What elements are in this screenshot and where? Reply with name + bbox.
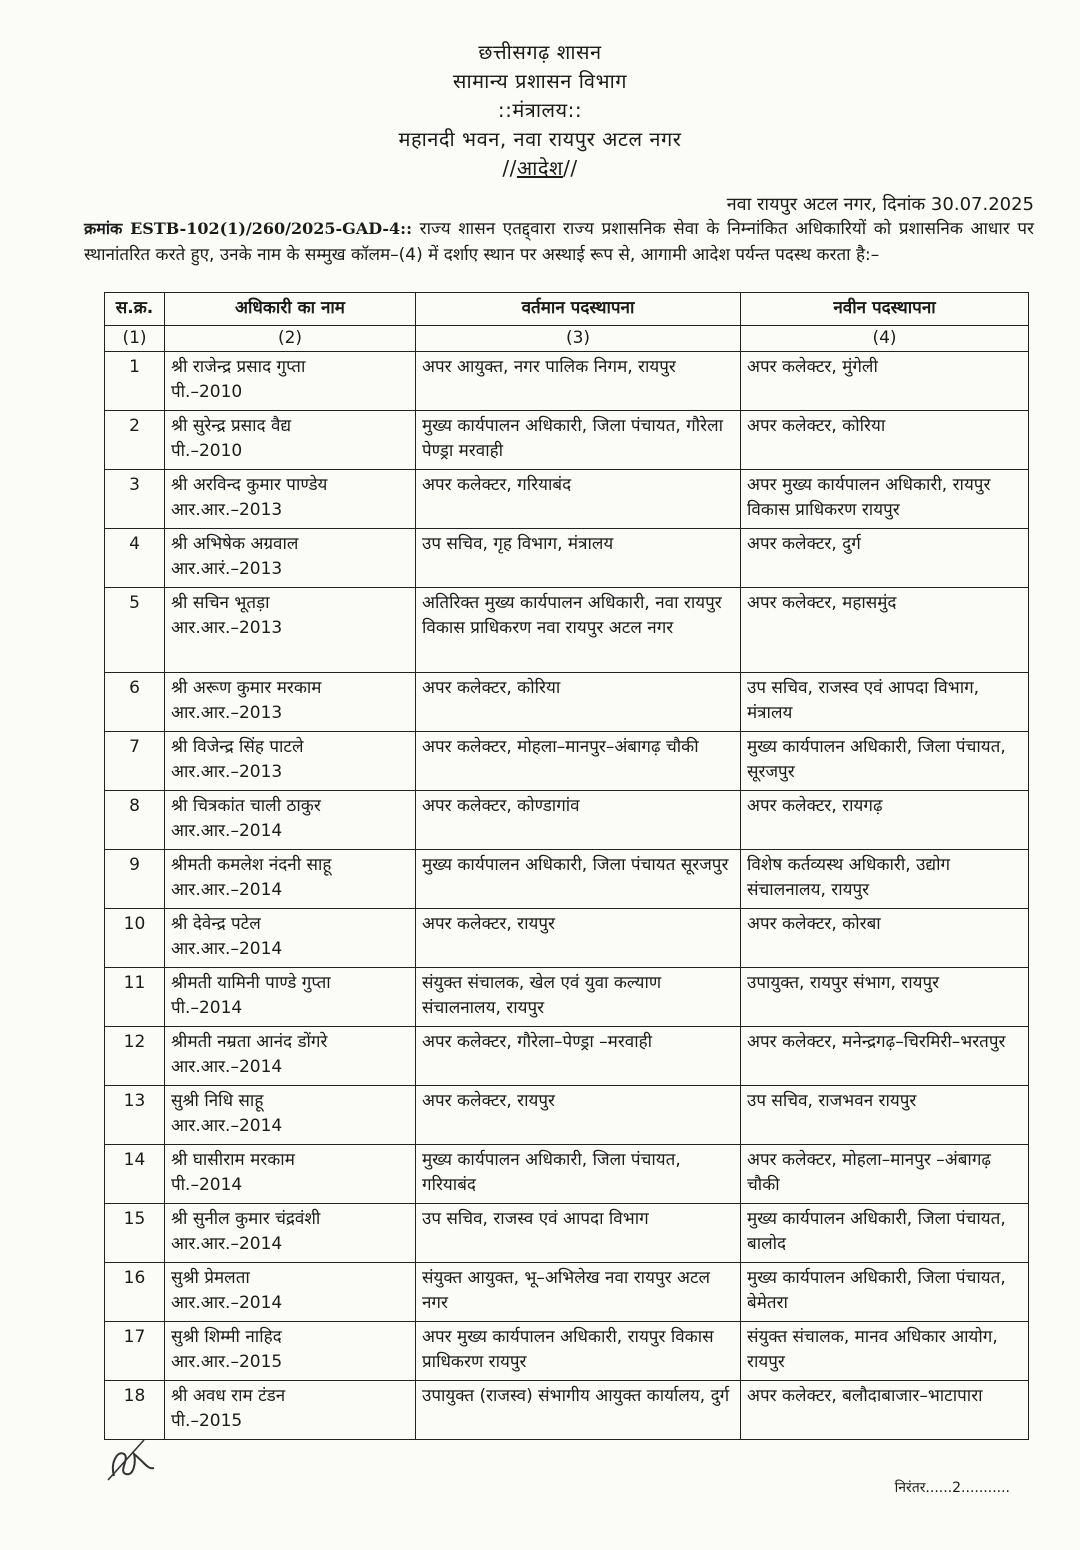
serial-number: 7 bbox=[105, 732, 165, 791]
officer-name: श्री सुनील कुमार चंद्रवंशी bbox=[171, 1209, 321, 1229]
officer-cadre: आर.आर.–2015 bbox=[171, 1352, 283, 1372]
current-posting: अपर कलेक्टर, कोण्डागांव bbox=[416, 791, 741, 850]
table-row bbox=[105, 732, 1029, 791]
new-posting: उपायुक्त, रायपुर संभाग, रायपुर bbox=[741, 968, 1029, 1027]
officer-name: श्री राजेन्द्र प्रसाद गुप्ता bbox=[171, 357, 306, 377]
table-row bbox=[105, 1086, 1029, 1145]
current-posting: मुख्य कार्यपालन अधिकारी, जिला पंचायत, गौरेला पेण्ड्रा मरवाही bbox=[416, 411, 741, 470]
new-posting: अपर कलेक्टर, मोहला–मानपुर –अंबागढ़ चौकी bbox=[741, 1145, 1029, 1204]
header-officer-name: अधिकारी का नाम bbox=[165, 293, 416, 326]
order-title-text: आदेश bbox=[516, 156, 564, 180]
header-new-posting: नवीन पदस्थापना bbox=[741, 293, 1029, 326]
new-posting: अपर कलेक्टर, मनेन्द्रगढ़–चिरमिरी–भरतपुर bbox=[741, 1027, 1029, 1086]
officer-name: सुश्री शिम्मी नाहिद bbox=[171, 1327, 282, 1347]
current-posting: उपायुक्त (राजस्व) संभागीय आयुक्त कार्यालय, दुर्ग bbox=[416, 1381, 741, 1440]
order-title bbox=[0, 154, 1080, 183]
officer-cadre: आर.आर.–2014 bbox=[171, 1234, 283, 1254]
table-row bbox=[105, 470, 1029, 529]
serial-number: 18 bbox=[105, 1381, 165, 1440]
new-posting: अपर कलेक्टर, बलौदाबाजार–भाटापारा bbox=[741, 1381, 1029, 1440]
serial-number: 10 bbox=[105, 909, 165, 968]
place-and-date: नवा रायपुर अटल नगर, दिनांक 30.07.2025 bbox=[726, 194, 1034, 215]
government-name: छत्तीसगढ़ शासन bbox=[478, 40, 602, 64]
officer-name: श्री अरविन्द कुमार पाण्डेय bbox=[171, 475, 328, 495]
continued-note: निरंतर......2........... bbox=[894, 1480, 1010, 1496]
new-posting: अपर कलेक्टर, कोरबा bbox=[741, 909, 1029, 968]
new-posting: अपर कलेक्टर, कोरिया bbox=[741, 411, 1029, 470]
officer-cadre: आर.आर.–2013 bbox=[171, 500, 283, 520]
officer-name: सुश्री निधि साहू bbox=[171, 1091, 264, 1111]
table-row bbox=[105, 1381, 1029, 1440]
officer-name: श्री सुरेन्द्र प्रसाद वैद्य bbox=[171, 416, 292, 436]
serial-number: 15 bbox=[105, 1204, 165, 1263]
table-row bbox=[105, 1204, 1029, 1263]
current-posting: संयुक्त संचालक, खेल एवं युवा कल्याण संचालनालय, रायपुर bbox=[416, 968, 741, 1027]
new-posting: अपर कलेक्टर, मुंगेली bbox=[741, 352, 1029, 411]
officer-cell bbox=[165, 1204, 416, 1263]
table-body bbox=[105, 352, 1029, 1440]
officer-cell bbox=[165, 1263, 416, 1322]
order-title-prefix: // bbox=[502, 156, 517, 180]
serial-number: 13 bbox=[105, 1086, 165, 1145]
officer-cadre: पी.–2010 bbox=[171, 441, 243, 461]
order-text: राज्य शासन एतद्द्वारा राज्य प्रशासनिक सेवा के निम्नांकित अधिकारियों को प्रशासनिक आधार पर स्थानांतरित करते हुए, उनके नाम के सम्मुख कॉलम–(4) में दर्शाए स्थान पर अस्थाई रूप से, आगामी आदेश पर्यन्त पदस्थ करता है:– bbox=[84, 219, 1034, 265]
officer-cell bbox=[165, 529, 416, 588]
officer-name: श्री अभिषेक अग्रवाल bbox=[171, 534, 299, 554]
officer-cadre: पी.–2014 bbox=[171, 1175, 243, 1195]
serial-number: 16 bbox=[105, 1263, 165, 1322]
officer-cell bbox=[165, 588, 416, 673]
officer-cadre: आर.आर.–2014 bbox=[171, 1116, 283, 1136]
officer-cell bbox=[165, 1381, 416, 1440]
serial-number: 17 bbox=[105, 1322, 165, 1381]
officer-cell bbox=[165, 411, 416, 470]
serial-number: 2 bbox=[105, 411, 165, 470]
serial-number: 6 bbox=[105, 673, 165, 732]
serial-number: 14 bbox=[105, 1145, 165, 1204]
officer-name: श्री चित्रकांत चाली ठाकुर bbox=[171, 796, 321, 816]
new-posting: अपर मुख्य कार्यपालन अधिकारी, रायपुर विकास प्राधिकरण रायपुर bbox=[741, 470, 1029, 529]
officer-cell bbox=[165, 352, 416, 411]
table-row bbox=[105, 1145, 1029, 1204]
table-row bbox=[105, 791, 1029, 850]
column-number: (4) bbox=[741, 326, 1029, 352]
new-posting: अपर कलेक्टर, दुर्ग bbox=[741, 529, 1029, 588]
current-posting: मुख्य कार्यपालन अधिकारी, जिला पंचायत सूरजपुर bbox=[416, 850, 741, 909]
table-row bbox=[105, 673, 1029, 732]
officer-cell bbox=[165, 673, 416, 732]
officer-cell bbox=[165, 850, 416, 909]
order-title-suffix: // bbox=[563, 156, 578, 180]
ministry-label: ::मंत्रालय:: bbox=[497, 98, 583, 122]
letterhead bbox=[0, 38, 1080, 183]
office-address: महानदी भवन, नवा रायपुर अटल नगर bbox=[398, 127, 682, 151]
officer-name: श्रीमती कमलेश नंदनी साहू bbox=[171, 855, 332, 875]
current-posting: अपर कलेक्टर, गरियाबंद bbox=[416, 470, 741, 529]
officer-cell bbox=[165, 1145, 416, 1204]
serial-number: 5 bbox=[105, 588, 165, 673]
officer-cell bbox=[165, 1027, 416, 1086]
officer-cadre: आर.आर.–2014 bbox=[171, 880, 283, 900]
new-posting: विशेष कर्तव्यस्थ अधिकारी, उद्योग संचालनालय, रायपुर bbox=[741, 850, 1029, 909]
current-posting: अपर मुख्य कार्यपालन अधिकारी, रायपुर विकास प्राधिकरण रायपुर bbox=[416, 1322, 741, 1381]
header-current-posting: वर्तमान पदस्थापना bbox=[416, 293, 741, 326]
header-serial: स.क्र. bbox=[105, 293, 165, 326]
serial-number: 4 bbox=[105, 529, 165, 588]
officer-cadre: आर.आर.–2014 bbox=[171, 821, 283, 841]
serial-number: 11 bbox=[105, 968, 165, 1027]
new-posting: उप सचिव, राजस्व एवं आपदा विभाग, मंत्रालय bbox=[741, 673, 1029, 732]
serial-number: 12 bbox=[105, 1027, 165, 1086]
serial-number: 9 bbox=[105, 850, 165, 909]
officer-name: श्री अरूण कुमार मरकाम bbox=[171, 678, 322, 698]
column-number-row bbox=[105, 326, 1029, 352]
current-posting: अपर कलेक्टर, रायपुर bbox=[416, 1086, 741, 1145]
signature-mark bbox=[104, 1432, 162, 1484]
officer-cadre: पी.–2010 bbox=[171, 382, 243, 402]
officer-name: श्रीमती नम्रता आनंद डोंगरे bbox=[171, 1032, 328, 1052]
officer-cadre: आर.आर.–2014 bbox=[171, 1057, 283, 1077]
officer-cell bbox=[165, 791, 416, 850]
officer-cadre: पी.–2015 bbox=[171, 1411, 243, 1431]
officer-name: सुश्री प्रेमलता bbox=[171, 1268, 250, 1288]
table-row bbox=[105, 1322, 1029, 1381]
new-posting: संयुक्त संचालक, मानव अधिकार आयोग, रायपुर bbox=[741, 1322, 1029, 1381]
new-posting: अपर कलेक्टर, महासमुंद bbox=[741, 588, 1029, 673]
current-posting: अपर कलेक्टर, कोरिया bbox=[416, 673, 741, 732]
current-posting: अपर कलेक्टर, मोहला–मानपुर–अंबागढ़ चौकी bbox=[416, 732, 741, 791]
new-posting: मुख्य कार्यपालन अधिकारी, जिला पंचायत, बेमेतरा bbox=[741, 1263, 1029, 1322]
officer-name: श्री सचिन भूतड़ा bbox=[171, 593, 270, 613]
current-posting: अपर कलेक्टर, गौरेला–पेण्ड्रा –मरवाही bbox=[416, 1027, 741, 1086]
department-name: सामान्य प्रशासन विभाग bbox=[452, 69, 628, 93]
table-row bbox=[105, 588, 1029, 673]
officer-name: श्री अवध राम टंडन bbox=[171, 1386, 286, 1406]
current-posting: अपर आयुक्त, नगर पालिक निगम, रायपुर bbox=[416, 352, 741, 411]
current-posting: अपर कलेक्टर, रायपुर bbox=[416, 909, 741, 968]
order-intro bbox=[84, 216, 1034, 268]
officer-cadre: आर.आर.–2013 bbox=[171, 618, 283, 638]
order-number: क्रमांक ESTB-102(1)/260/2025-GAD-4:: bbox=[84, 219, 412, 238]
transfer-table bbox=[104, 292, 1029, 1440]
column-number: (1) bbox=[105, 326, 165, 352]
serial-number: 1 bbox=[105, 352, 165, 411]
current-posting: उप सचिव, गृह विभाग, मंत्रालय bbox=[416, 529, 741, 588]
new-posting: मुख्य कार्यपालन अधिकारी, जिला पंचायत, सूरजपुर bbox=[741, 732, 1029, 791]
table-row bbox=[105, 529, 1029, 588]
officer-name: श्रीमती यामिनी पाण्डे गुप्ता bbox=[171, 973, 331, 993]
current-posting: उप सचिव, राजस्व एवं आपदा विभाग bbox=[416, 1204, 741, 1263]
table-row bbox=[105, 1263, 1029, 1322]
officer-cell bbox=[165, 909, 416, 968]
table-header-row bbox=[105, 293, 1029, 326]
table-row bbox=[105, 968, 1029, 1027]
officer-cadre: आर.आर.–2014 bbox=[171, 1293, 283, 1313]
officer-cell bbox=[165, 732, 416, 791]
serial-number: 3 bbox=[105, 470, 165, 529]
table-row bbox=[105, 411, 1029, 470]
new-posting: उप सचिव, राजभवन रायपुर bbox=[741, 1086, 1029, 1145]
officer-cadre: आर.आर.–2014 bbox=[171, 939, 283, 959]
table-row bbox=[105, 909, 1029, 968]
officer-cell bbox=[165, 1086, 416, 1145]
current-posting: मुख्य कार्यपालन अधिकारी, जिला पंचायत, गरियाबंद bbox=[416, 1145, 741, 1204]
column-number: (2) bbox=[165, 326, 416, 352]
officer-name: श्री विजेन्द्र सिंह पाटले bbox=[171, 737, 304, 757]
officer-name: श्री देवेन्द्र पटेल bbox=[171, 914, 261, 934]
officer-cadre: आर.आर.–2013 bbox=[171, 703, 283, 723]
column-number: (3) bbox=[416, 326, 741, 352]
new-posting: मुख्य कार्यपालन अधिकारी, जिला पंचायत, बालोद bbox=[741, 1204, 1029, 1263]
table-row bbox=[105, 850, 1029, 909]
officer-cell bbox=[165, 1322, 416, 1381]
officer-cadre: आर.आरं.–2013 bbox=[171, 559, 283, 579]
officer-name: श्री घासीराम मरकाम bbox=[171, 1150, 295, 1170]
officer-cell bbox=[165, 470, 416, 529]
officer-cell bbox=[165, 968, 416, 1027]
officer-cadre: आर.आर.–2013 bbox=[171, 762, 283, 782]
officer-cadre: पी.–2014 bbox=[171, 998, 243, 1018]
table-row bbox=[105, 1027, 1029, 1086]
current-posting: अतिरिक्त मुख्य कार्यपालन अधिकारी, नवा रायपुर विकास प्राधिकरण नवा रायपुर अटल नगर bbox=[416, 588, 741, 673]
serial-number: 8 bbox=[105, 791, 165, 850]
current-posting: संयुक्त आयुक्त, भू–अभिलेख नवा रायपुर अटल नगर bbox=[416, 1263, 741, 1322]
new-posting: अपर कलेक्टर, रायगढ़ bbox=[741, 791, 1029, 850]
table-row bbox=[105, 352, 1029, 411]
